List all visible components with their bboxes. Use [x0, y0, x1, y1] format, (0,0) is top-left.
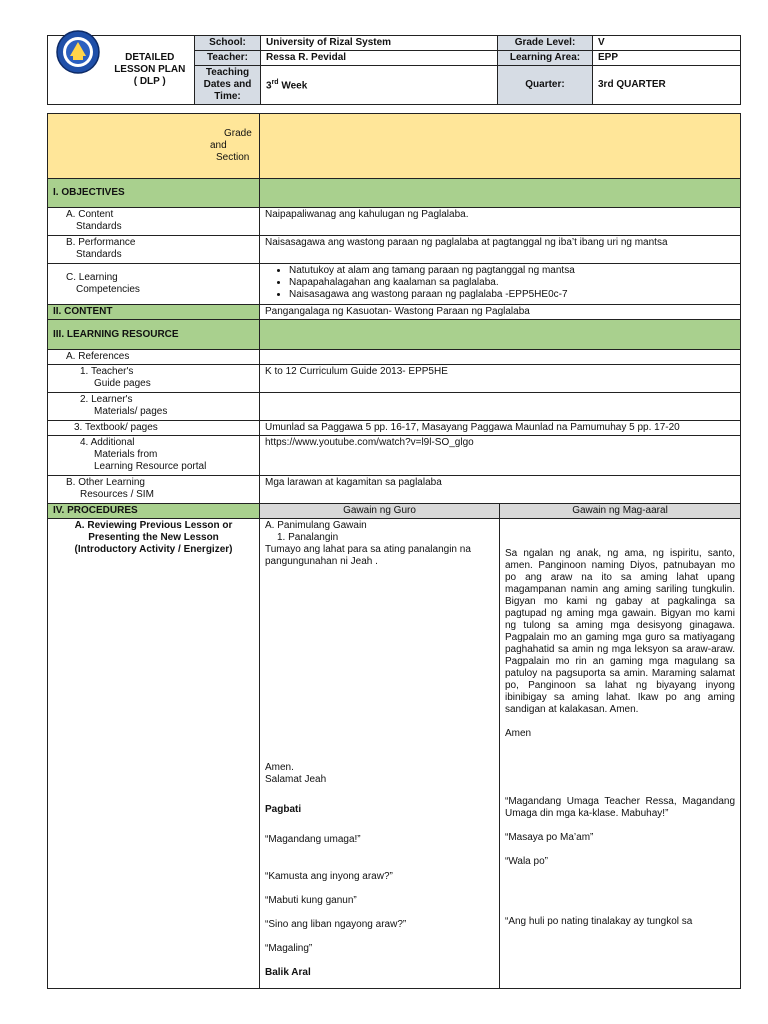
- objectives-heading-fill: [260, 179, 741, 208]
- lesson-plan-table: [47, 113, 741, 989]
- step-a-label: A. Reviewing Previous Lesson or Presenting the New Lesson (Introductory Activity / Energizer): [48, 519, 260, 989]
- header-table: [47, 35, 741, 105]
- prayer-item: 1. Panalangin: [277, 532, 339, 543]
- other-resources-label: B. Other Learning Resources / SIM: [48, 476, 260, 504]
- learning-resource-heading: III. LEARNING RESOURCE: [48, 320, 260, 350]
- additional-materials-link[interactable]: https://www.youtube.com/watch?v=l9l-SO_glgo: [260, 436, 741, 476]
- teachers-guide-label: 1. Teacher's Guide pages: [48, 365, 260, 393]
- intro-activity: A. Panimulang Gawain: [265, 520, 367, 531]
- student-review-reply: “Ang huli po nating tinalakay ay tungkol sa: [505, 916, 693, 927]
- school-label: School:: [195, 36, 261, 51]
- teacher-value: Ressa R. Pevidal: [261, 51, 498, 66]
- learners-materials-value: [260, 393, 741, 421]
- grade-level-label: Grade Level:: [498, 36, 593, 51]
- procedures-heading: IV. PROCEDURES: [48, 504, 260, 519]
- teaching-dates-value: 3rd Week: [261, 66, 498, 105]
- student-wala: “Wala po”: [505, 856, 548, 867]
- teacher-question-absent: “Sino ang liban ngayong araw?”: [265, 919, 407, 930]
- additional-materials-label: 4. Additional Materials from Learning Resource portal: [48, 436, 260, 476]
- grade-section-label: Grade and Section: [48, 114, 260, 179]
- other-resources-value: Mga larawan at kagamitan sa paglalaba: [260, 476, 741, 504]
- competency-item: • Naisasagawa ang wastong paraan ng paglalaba -EPP5HE0c-7: [289, 289, 735, 301]
- dlp-title: DETAILED LESSON PLAN ( DLP ): [106, 36, 195, 105]
- teaching-dates-label: Teaching Dates and Time:: [195, 66, 261, 105]
- teacher-activity-cell: [260, 519, 500, 989]
- learning-area-label: Learning Area:: [498, 51, 593, 66]
- competency-item: • Natutukoy at alam ang tamang paraan ng pagtanggal ng mantsa: [289, 265, 735, 277]
- content-value: Pangangalaga ng Kasuotan- Wastong Paraan ng Paglalaba: [260, 305, 741, 320]
- competency-item: • Napapahalagahan ang kaalaman sa paglalaba.: [289, 277, 735, 289]
- references-value: [260, 350, 741, 365]
- student-greeting-reply: “Magandang Umaga Teacher Ressa, Magandang Umaga din mga ka-klase. Mabuhay!”: [505, 796, 735, 819]
- student-column-header: Gawain ng Mag-aaral: [500, 504, 741, 519]
- teacher-praise: “Magaling”: [265, 943, 313, 954]
- objectives-heading: I. OBJECTIVES: [48, 179, 260, 208]
- student-amen: Amen: [505, 728, 532, 739]
- learning-resource-fill: [260, 320, 741, 350]
- competencies-list: [265, 265, 735, 301]
- textbook-label: 3. Textbook/ pages: [48, 421, 260, 436]
- references-label: A. References: [48, 350, 260, 365]
- teachers-guide-value: K to 12 Curriculum Guide 2013- EPP5HE: [260, 365, 741, 393]
- learners-materials-label: 2. Learner's Materials/ pages: [48, 393, 260, 421]
- greeting-heading: Pagbati: [265, 804, 302, 815]
- grade-section-value: [260, 114, 741, 179]
- teacher-label: Teacher:: [195, 51, 261, 66]
- learning-area-value: EPP: [593, 51, 741, 66]
- performance-standards-label: B. Performance Standards: [48, 236, 260, 264]
- teacher-thanks: Salamat Jeah: [265, 774, 327, 785]
- performance-standards-value: Naisasagawa ang wastong paraan ng paglalaba at pagtanggal ng iba’t ibang uri ng mantsa: [260, 236, 741, 264]
- learning-competencies-value: [260, 264, 741, 305]
- school-logo-cell: [48, 36, 106, 105]
- teacher-question-day: “Kamusta ang inyong araw?”: [265, 871, 393, 882]
- prayer-instruction: Tumayo ang lahat para sa ating panalangin na pangungunahan ni Jeah .: [265, 544, 471, 567]
- review-heading: Balik Aral: [265, 967, 311, 978]
- content-standards-label: A. Content Standards: [48, 208, 260, 236]
- school-seal-logo: [56, 27, 100, 77]
- student-activity-cell: [500, 519, 741, 989]
- student-prayer: Sa ngalan ng anak, ng ama, ng ispiritu, santo, amen. Panginoon naming Diyos, patnubayan mo po ang araw na ito sa aming lahat upang magampanan namin ang aming sariling tungkulin. Bigyan mo kami ng gabay at pagkalinga sa pagtupad ng aming mga gawain. Bigyan mo kami ng tulong sa aming mga desisyong ginagawa. Pagpalain mo an gaming mga guro sa matiyagang paghahatid sa amin ng mga leksyon sa araw-araw. Pagpalain mo rin an gaming mga magulang sa patuloy na pagsuporta sa amin. Maraming salamat po, Panginoon sa lahat ng biyayang inyong ibinibigay sa aming lahat. Ikaw po ang aming sandigan at kalakasan. Amen.: [505, 548, 735, 715]
- quarter-label: Quarter:: [498, 66, 593, 105]
- content-standards-value: Naipapaliwanag ang kahulugan ng Paglalaba.: [260, 208, 741, 236]
- textbook-value: Umunlad sa Paggawa 5 pp. 16-17, Masayang Paggawa Maunlad na Pamumuhay 5 pp. 17-20: [260, 421, 741, 436]
- grade-level-value: V: [593, 36, 741, 51]
- student-masaya: “Masaya po Ma’am”: [505, 832, 594, 843]
- learning-competencies-label: C. Learning Competencies: [48, 264, 260, 305]
- teacher-amen: Amen.: [265, 762, 294, 773]
- teacher-column-header: Gawain ng Guro: [260, 504, 500, 519]
- teacher-greeting: “Magandang umaga!”: [265, 834, 361, 845]
- content-heading: II. CONTENT: [48, 305, 260, 320]
- teacher-response-good: “Mabuti kung ganun”: [265, 895, 357, 906]
- school-value: University of Rizal System: [261, 36, 498, 51]
- quarter-value: 3rd QUARTER: [593, 66, 741, 105]
